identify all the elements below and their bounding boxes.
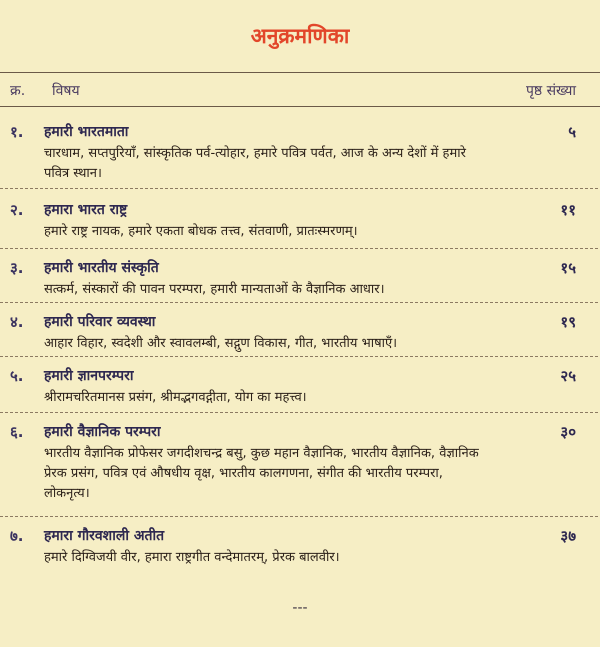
end-mark: --- bbox=[292, 600, 308, 616]
entry-title[interactable]: हमारी वैज्ञानिक परम्परा bbox=[44, 424, 161, 440]
entry-description: हमारे राष्ट्र नायक, हमारे एकता बोधक तत्त्व, संतवाणी, प्रातःस्मरणम्। bbox=[44, 224, 358, 239]
entry-description: भारतीय वैज्ञानिक प्रोफेसर जगदीशचन्द्र बसु, कुछ महान वैज्ञानिक, भारतीय वैज्ञानिक, वैज्ञानिक प्रेरक प्रसंग, पवित्र एवं औषधीय वृक्ष, भारतीय कालगणना, संगीत की भारतीय परम्परा, लोकनृत्य। bbox=[44, 446, 479, 501]
entry-title[interactable]: हमारा भारत राष्ट्र bbox=[44, 202, 128, 218]
entry-number: ६. bbox=[10, 423, 24, 441]
entry-page-number: ३७ bbox=[560, 527, 576, 545]
entry-number: १. bbox=[10, 123, 24, 141]
entry-page-number: ५ bbox=[568, 123, 576, 141]
column-header-subject: विषय bbox=[52, 83, 80, 99]
entry-title[interactable]: हमारा गौरवशाली अतीत bbox=[44, 528, 165, 544]
entry-number: ३. bbox=[10, 259, 24, 277]
column-header-number: क्र. bbox=[10, 83, 26, 99]
entry-number: ५. bbox=[10, 367, 24, 385]
header-bottom-rule bbox=[0, 106, 600, 107]
entry-divider bbox=[0, 248, 600, 249]
entry-description: श्रीरामचरितमानस प्रसंग, श्रीमद्भगवद्गीता, योग का महत्त्व। bbox=[44, 390, 307, 405]
entry-title[interactable]: हमारी भारतमाता bbox=[44, 124, 129, 140]
entry-description: हमारे दिग्विजयी वीर, हमारा राष्ट्रगीत वन्देमातरम्, प्रेरक बालवीर। bbox=[44, 550, 340, 565]
entry-divider bbox=[0, 356, 600, 357]
entry-description: सत्कर्म, संस्कारों की पावन परम्परा, हमारी मान्यताओं के वैज्ञानिक आधार। bbox=[44, 282, 385, 297]
entry-divider bbox=[0, 188, 600, 189]
entry-page-number: १९ bbox=[560, 313, 576, 331]
entry-title[interactable]: हमारी ज्ञानपरम्परा bbox=[44, 368, 134, 384]
entry-divider bbox=[0, 412, 600, 413]
entry-divider bbox=[0, 516, 600, 517]
header-top-rule bbox=[0, 72, 600, 73]
entry-number: ४. bbox=[10, 313, 24, 331]
entry-description: चारधाम, सप्तपुरियाँ, सांस्कृतिक पर्व-त्योहार, हमारे पवित्र पर्वत, आज के अन्य देशों में हमारे पवित्र स्थान। bbox=[44, 146, 466, 181]
entry-description: आहार विहार, स्वदेशी और स्वावलम्बी, सद्गुण विकास, गीत, भारतीय भाषाएँ। bbox=[44, 336, 398, 351]
entry-divider bbox=[0, 302, 600, 303]
entry-page-number: २५ bbox=[560, 367, 576, 385]
column-header-page: पृष्ठ संख्या bbox=[525, 83, 576, 99]
entry-page-number: ३० bbox=[560, 423, 576, 441]
entry-page-number: १५ bbox=[560, 259, 576, 277]
entry-number: ७. bbox=[10, 527, 24, 545]
entry-number: २. bbox=[10, 201, 24, 219]
entry-page-number: ११ bbox=[560, 201, 576, 219]
page-title: अनुक्रमणिका bbox=[250, 24, 350, 48]
entry-title[interactable]: हमारी परिवार व्यवस्था bbox=[44, 314, 156, 330]
entry-title[interactable]: हमारी भारतीय संस्कृति bbox=[44, 260, 159, 276]
